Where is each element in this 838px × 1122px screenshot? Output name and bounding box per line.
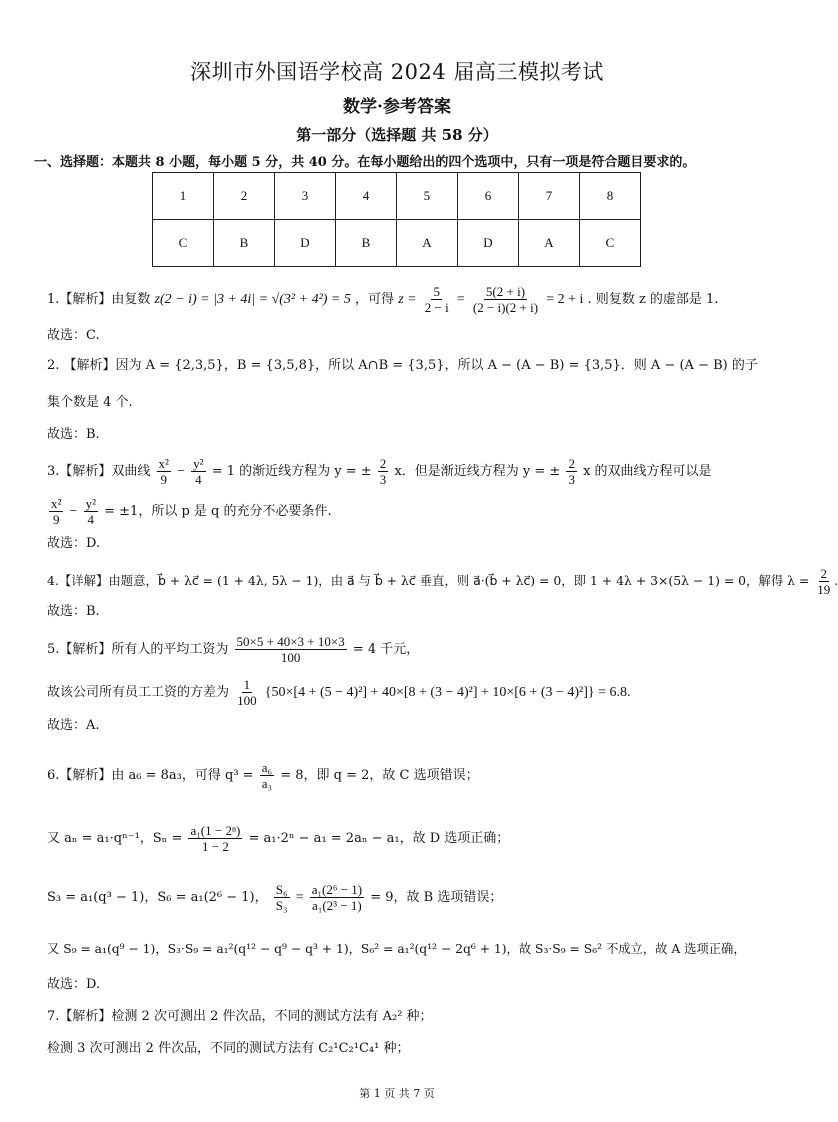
answer-table-number-row: [153, 173, 641, 220]
denominator: 100: [237, 693, 257, 708]
solution-6-line: [47, 760, 479, 791]
math-operator: −: [177, 464, 185, 479]
solution-text: x 的双曲线方程可以是: [583, 464, 712, 479]
fraction: [235, 677, 259, 708]
solution-5-line: [47, 634, 419, 665]
solution-text: . 则复数 z 的虚部是 1.: [587, 292, 719, 307]
solution-text: 3.【解析】双曲线: [47, 464, 151, 479]
numerator: 5: [433, 284, 440, 299]
math-expression: z(2 − i) = |3 + 4i| = √(3² + 4²) = 5: [154, 292, 351, 307]
part-heading: 第一部分（选择题 共 58 分）: [296, 126, 498, 144]
numerator: 5(2 + i): [485, 284, 526, 299]
denominator: a₃: [261, 776, 273, 791]
denominator: S₃: [275, 898, 288, 913]
question-number-cell: 6: [457, 173, 518, 220]
denominator: 9: [160, 472, 167, 487]
solution-3-line: [47, 496, 332, 527]
solution-2-answer: 故选：B.: [47, 427, 100, 442]
numerator: y²: [85, 496, 96, 511]
page-footer: 第 1 页 共 7 页: [359, 1087, 435, 1100]
answer-cell: B: [335, 220, 396, 267]
numerator: 2: [379, 456, 387, 471]
solution-text: = 8，即 q = 2，故 C 选项错误；: [280, 768, 479, 783]
solution-text: S₃ = a₁(q³ − 1)，S₆ = a₁(2⁶ − 1)，: [47, 890, 268, 905]
solution-text: = 9，故 B 选项错误；: [370, 890, 503, 905]
denominator: 4: [195, 472, 202, 487]
numerator: S₆: [275, 882, 288, 897]
solution-6-line: 又 S₉ = a₁(q⁹ − 1)，S₃·S₉ = a₁²(q¹² − q⁹ − q³ + 1)，S₆² = a₁²(q¹² − 2q⁶ + 1)，故 S₃·S₉ = S₆² 不成立，故 A 选项正确，: [47, 942, 746, 956]
solution-text: = 1 的渐近线方程为 y = ±: [211, 464, 372, 479]
solution-7-line: 检测 3 次可测出 2 件次品，不同的测试方法有 C₂¹C₂¹C₄¹ 种；: [47, 1041, 410, 1056]
solution-2-line: 2. 【解析】因为 A = {2,3,5}，B = {3,5,8}，所以 A∩B = {3,5}，所以 A − (A − B) = {3,5}．则 A − (A − B) 的子: [47, 358, 758, 373]
solution-text: 5.【解析】所有人的平均工资为: [47, 642, 229, 657]
fraction: [378, 456, 389, 487]
answer-cell: C: [153, 220, 214, 267]
solution-text: x．但是渐近线方程为 y = ±: [394, 464, 561, 479]
solution-text: .: [834, 573, 838, 588]
solution-4-answer: 故选：B.: [47, 604, 100, 619]
answer-cell: C: [579, 220, 640, 267]
solution-text: 4.【详解】由题意，b⃗ + λc⃗ = (1 + 4λ, 5λ − 1)，由 a⃗ 与 b⃗ + λc⃗ 垂直，则 a⃗·(b⃗ + λc⃗) = 0，即 1 + 4λ + 3×(5λ − 1) = 0，解得 λ =: [47, 573, 810, 588]
page-title: 深圳市外国语学校高 2024 届高三模拟考试: [190, 60, 604, 84]
numerator: a₆: [261, 760, 273, 775]
fraction: [471, 284, 540, 315]
numerator: 2: [568, 456, 575, 471]
numerator: x²: [51, 496, 62, 511]
question-number-cell: 1: [153, 173, 214, 220]
answer-cell: D: [274, 220, 335, 267]
solution-5-line: [47, 677, 631, 708]
math-operator: −: [69, 504, 78, 519]
numerator: 2: [820, 566, 828, 581]
numerator: 50×5 + 40×3 + 10×3: [236, 634, 345, 649]
denominator: 3: [568, 472, 575, 487]
answer-cell: A: [518, 220, 579, 267]
math-operator: =: [295, 890, 304, 905]
fraction: [260, 760, 274, 791]
fraction: [157, 456, 171, 487]
denominator: 1 − 2: [202, 839, 229, 854]
answer-cell: D: [457, 220, 518, 267]
solution-6-line: [47, 823, 509, 854]
fraction: [566, 456, 577, 487]
answer-cell: A: [396, 220, 457, 267]
solution-text: 又 aₙ = a₁·qⁿ⁻¹，Sₙ =: [47, 831, 183, 846]
math-expression: {50×[4 + (5 − 4)²] + 40×[8 + (3 − 4)²] + 10×[6 + (3 − 4)²]} = 6.8.: [264, 685, 631, 700]
solution-3-line: [47, 456, 712, 487]
denominator: 3: [379, 472, 387, 487]
solution-text: = a₁·2ⁿ − a₁ = 2aₙ − a₁，故 D 选项正确；: [248, 831, 510, 846]
answer-table-answer-row: [153, 220, 641, 267]
denominator: 19: [817, 582, 831, 597]
denominator: a₁(2³ − 1): [312, 898, 362, 913]
numerator: x²: [158, 456, 169, 471]
solution-1-line: 1.【解析】由复数 z(2 − i) = |3 + 4i| = √(3² + 4²) = 5 ，可得 z = $\frac{5}{2 - i}$ = $\frac{5(2 + i)}{(2 - i)(2 + i)}$ = 2 + i . 则复数 z 的虚部是 1.: [47, 284, 719, 315]
math-expression: = 2 + i: [546, 292, 584, 307]
solution-text: 1.【解析】由复数: [47, 292, 151, 307]
solution-5-answer: 故选：A.: [47, 718, 100, 733]
solution-7-line: 7.【解析】检测 2 次可测出 2 件次品，不同的测试方法有 A₂² 种；: [47, 1009, 433, 1024]
solution-text: = ±1，所以 p 是 q 的充分不必要条件.: [104, 504, 332, 519]
denominator: 100: [280, 650, 301, 665]
solution-text: 6.【解析】由 a₆ = 8a₃，可得 q³ =: [47, 768, 254, 783]
solution-text: = 4 千元，: [352, 642, 420, 657]
math-expression: z =: [398, 292, 417, 307]
solution-4-line: [47, 566, 838, 597]
solution-6-answer: 故选：D.: [47, 977, 101, 992]
numerator: y²: [193, 456, 204, 471]
denominator: (2 − i)(2 + i): [472, 300, 539, 315]
answer-cell: B: [213, 220, 274, 267]
solution-text: 故该公司所有员工工资的方差为: [47, 685, 230, 700]
denominator: 9: [52, 512, 60, 527]
numerator: a₁(2⁶ − 1): [311, 882, 363, 897]
question-number-cell: 3: [274, 173, 335, 220]
solution-6-line: [47, 882, 502, 913]
solution-1-answer: 故选：C.: [47, 328, 100, 343]
page-subtitle: 数学·参考答案: [343, 97, 451, 117]
question-number-cell: 5: [396, 173, 457, 220]
question-number-cell: 2: [213, 173, 274, 220]
answer-table: [152, 172, 641, 267]
solution-2-line: 集个数是 4 个.: [47, 395, 133, 410]
fraction: [815, 566, 832, 597]
fraction: [191, 456, 205, 487]
solution-text: ，可得: [355, 292, 395, 307]
question-number-cell: 7: [518, 173, 579, 220]
numerator: a₁(1 − 2ⁿ): [190, 823, 241, 838]
denominator: 4: [87, 512, 95, 527]
fraction: [423, 284, 451, 315]
section-instruction: 一、选择题：本题共 8 小题，每小题 5 分，共 40 分。在每小题给出的四个选项中，只有一项是符合题目要求的。: [34, 155, 696, 170]
numerator: 1: [243, 677, 251, 692]
fraction: [188, 823, 242, 854]
solution-3-answer: 故选：D.: [47, 536, 101, 551]
fraction: [310, 882, 364, 913]
fraction: [274, 882, 290, 913]
fraction: [84, 496, 98, 527]
question-number-cell: 4: [335, 173, 396, 220]
question-number-cell: 8: [579, 173, 640, 220]
fraction: [49, 496, 63, 527]
denominator: 2 − i: [424, 300, 449, 315]
fraction: [235, 634, 347, 665]
